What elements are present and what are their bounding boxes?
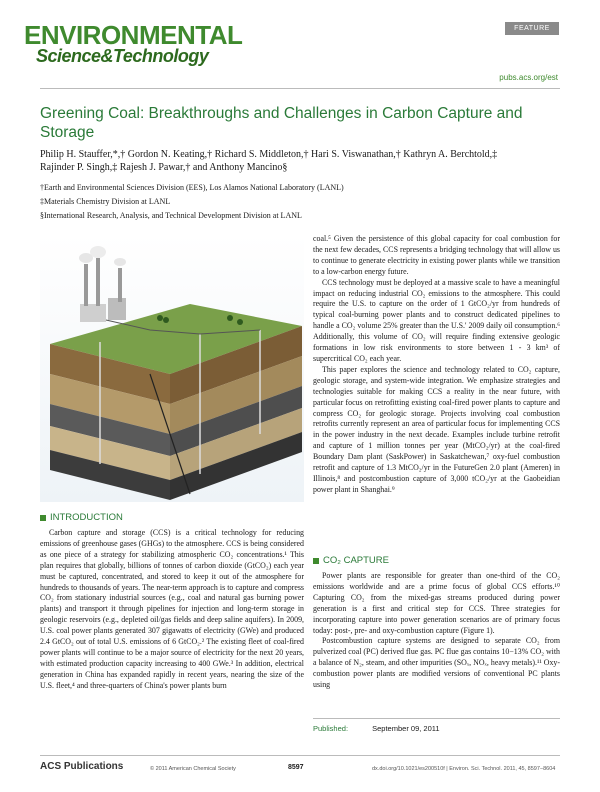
paragraph: coal.⁵ Given the persistence of this global capacity for coal combustion for the next few decades, CCS represents a bridging technology that will allow us to continue to generate electricity in existing power plants while we transition to a low-carbon energy future.	[313, 234, 560, 276]
article-title: Greening Coal: Breakthroughs and Challenges in Carbon Capture and Storage	[40, 105, 523, 141]
section-heading-text: CO₂ CAPTURE	[323, 555, 389, 566]
acs-publications-logo: ACS Publications	[40, 761, 124, 772]
section-heading-introduction	[40, 512, 123, 523]
header-divider	[40, 88, 560, 89]
section-heading-text: INTRODUCTION	[50, 512, 123, 523]
section-marker-icon	[313, 558, 319, 564]
journal-site-link[interactable]: pubs.acs.org/est	[499, 73, 558, 82]
journal-logo-science-technology: Science&Technology	[36, 46, 209, 66]
copyright: © 2011 American Chemical Society	[150, 766, 236, 772]
page-number: 8597	[288, 764, 304, 771]
co2-capture-body	[313, 571, 560, 691]
published-divider	[313, 718, 560, 719]
paragraph: Carbon capture and storage (CCS) is a critical technology for reducing emissions of greenhouse gases (GHGs) to the atmosphere. CCS is being considered as one piece of a strategy for stabilizing atmospheric CO₂ concentrations.¹ This plan requires that globally, billions of tonnes of carbon dioxide (GtCO₂) each year must be captured, concentrated, and stored to keep it out of the atmosphere for hundreds to thousands of years. The near-term approach is to capture and compress CO₂ from stationary industrial sources (e.g., coal and natural gas burning power plants) and transport it through pipelines for injection and long-term storage in geologic reservoirs (e.g., depleted oil/gas fields and deep saline aquifers). In 2009, U.S. coal power plants generated 307 gigawatts of electricity (GWe) and produced 2.4 GtCO₂ out of total U.S. emissions of 6 GtCO₂.² The existing fleet of coal-fired power plants will continue to be a major source of electricity for the next 20 years, with estimated production capacity increasing to 400 GWe.³ In addition, electrical generation in China has expanded rapidly in recent years, nearing the size of the U.S. fleet,⁴ and three-quarters of China's power plants burn	[40, 528, 304, 690]
paragraph: This paper explores the science and technology related to CO₂ capture, geologic storage, and system-wide integration. We emphasize strategies and technologies suitable for making CCS a reality in the near future, with particular focus on retrofitting existing coal-fired power plants to capture and compress CO₂ for geologic storage. Projects involving coal combustion retrofits currently represent an area of particular focus for implementing CCS in the power industry in the next decade. Examples include turbine retrofit and capture of 1 million tonnes per year (MtCO₂/yr) at the coal-fired Boundary Dam plant (SaskPower) in Saskatchewan,⁷ oxy-fuel combustion retrofit and capture of 1.3 MtCO₂/yr in the FutureGen 2.0 plant (Ameren) in Illinois,⁸ and postcombustion capture of 3,000 tCO₂/yr at the Gaobeidian power plant in Shanghai.⁹	[313, 364, 560, 494]
affiliation-1: †Earth and Environmental Sciences Division (EES), Los Alamos National Laboratory (LANL)	[40, 183, 344, 192]
footer-divider	[40, 755, 560, 756]
affiliation-2: ‡Materials Chemistry Division at LANL	[40, 197, 171, 206]
paragraph: Power plants are responsible for greater than one-third of the CO₂ emissions worldwide and are a prime focus of global CCS efforts.¹⁰ Capturing CO₂ from the mixed-gas streams produced during power generation is a first and critical step for CCS. Three strategies for incorporating capture into power generation scenarios are of primary focus today: post-, pre- and oxy-combustion capture (Figure 1).	[313, 571, 560, 635]
section-marker-icon	[40, 515, 46, 521]
author-list	[40, 148, 560, 174]
published-label: Published:	[313, 724, 349, 733]
authors-line-2: Rajinder P. Singh,‡ Rajesh J. Pawar,† and Anthony Mancino§	[40, 162, 288, 173]
introduction-body	[40, 528, 304, 692]
affiliation-3: §International Research, Analysis, and Technical Development Division at LANL	[40, 211, 302, 220]
doi-citation[interactable]: dx.doi.org/10.1021/es200510f | Environ. Sci. Technol. 2011, 45, 8597−8604	[372, 766, 556, 772]
section-label: FEATURE	[505, 22, 559, 35]
right-column-body	[313, 234, 560, 496]
journal-logo-environmental: ENVIRONMENTAL	[24, 20, 243, 50]
authors-line-1: Philip H. Stauffer,*,† Gordon N. Keating,† Richard S. Middleton,† Hari S. Viswanathan,† Kathryn A. Berchtold,‡	[40, 149, 498, 160]
paragraph: Postcombustion capture systems are designed to separate CO₂ from pulverized coal (PC) derived flue gas. PC flue gas contains 10−13% CO₂ with a balance of N₂, steam, and other impurities (SOₓ, NOₓ, heavy metals).¹¹ Oxy-combustion power plants are modified versions of conventional PC plants using	[313, 636, 560, 690]
published-info	[313, 724, 440, 733]
published-date: September 09, 2011	[372, 724, 440, 733]
paragraph: CCS technology must be deployed at a massive scale to have a meaningful impact on reducing industrial CO₂ emissions to the atmosphere. This could require the U.S. to capture on the order of 1 GtCO₂/yr from hundreds of typical coal-burning power plants and to construct dedicated pipelines to handle a CO₂ volume 25% greater than the U.S.' 2009 daily oil consumption.⁶ Additionally, this volume of CO₂ will require finding extensive geologic formations in low risk environments to store between 1 - 3 km³ of supercritical CO₂ each year.	[313, 277, 560, 363]
section-heading-co2-capture	[313, 555, 389, 566]
ccs-illustration	[40, 234, 304, 502]
